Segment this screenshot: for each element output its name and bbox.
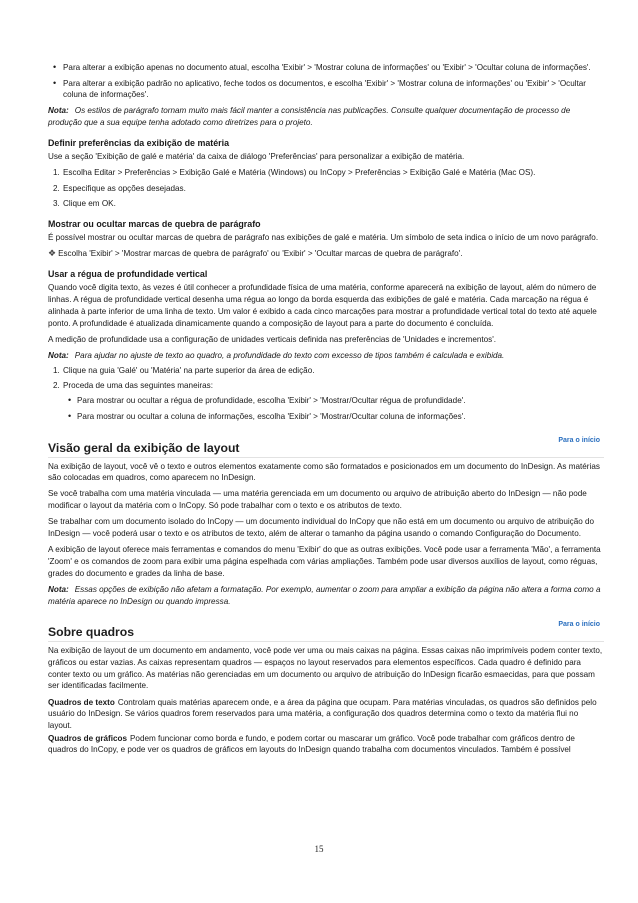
- text-frames-definition: [48, 697, 604, 732]
- page-number: 15: [314, 844, 324, 854]
- note-layout: [48, 584, 604, 607]
- list-item-text: Proceda de uma das seguintes maneiras:: [63, 380, 213, 390]
- note-depth-ruler: [48, 350, 604, 362]
- note-paragraph-styles: [48, 105, 604, 128]
- term-label: Quadros de texto: [48, 697, 115, 707]
- layout-para-2: Se você trabalha com uma matéria vinculada — uma matéria gerenciada em um documento ou arquivo de atribuição aberto do InDesign — não pode modificar o layout da matéria com o InCopy. Só pode trabalhar com o texto e os atributos de texto.: [48, 489, 587, 511]
- preferences-steps: [48, 167, 604, 209]
- heading-frames: Sobre quadros: [48, 625, 135, 640]
- layout-para-1: Na exibição de layout, você vê o texto e outros elementos exatamente como são formatados e posicionados em um documento do InDesign. As matérias são colocadas em quadros, como aparecem no InDesign.: [48, 461, 600, 483]
- list-item: • Para alterar a exibição apenas no documento atual, escolha 'Exibir' > 'Mostrar coluna de informações' ou 'Exibir' > 'Ocultar coluna de informações'.: [63, 62, 604, 74]
- sub-list-item: • Para mostrar ou ocultar a régua de profundidade, escolha 'Exibir' > 'Mostrar/Ocultar régua de profundidade'.: [77, 395, 604, 407]
- note-label: Nota:: [48, 584, 69, 594]
- back-to-top-link[interactable]: Para o início: [558, 436, 600, 444]
- layout-para-3: Se trabalhar com um documento isolado do InCopy — um documento individual do InCopy que não está em um documento ou arquivo de atribuição do InDesign — você poderá usar o texto e os atributos de texto, além de alterar o tamanho da página usando o comando Configuração do Documento.: [48, 517, 595, 539]
- heading-layout-view: Visão geral da exibição de layout: [48, 440, 240, 455]
- top-bullet-list: [48, 62, 604, 101]
- section-header-layout: [48, 438, 604, 456]
- heading-preferences: Definir preferências da exibição de matéria: [48, 137, 230, 148]
- note-label: Nota:: [48, 350, 69, 360]
- term-definition: Controlam quais matérias aparecem onde, e a área da página que ocupam. Para matérias vinculadas, os quadros são definidos pelo usuário do InDesign. Se vários quadros forem reservados para uma matéria, a configuração dos quadros determina como o texto da matéria flui no layout.: [48, 697, 597, 730]
- depth-ruler-para-1: Quando você digita texto, às vezes é útil conhecer a profundidade física de uma matéria, conforme aparecerá na exibição de layout, além do número de linhas. A régua de profundidade vertical desenha uma régua ao longo da borda esquerda das exibições de galé e matéria. Cada marcação na régua é alinhada à parte inferior de uma linha de texto. Um valor é exibido a cada cinco marcações para mostrar a profundidade vertical total do texto até aquele ponto. A profundidade é atualizada dinamicamente quando a composição de layout para a parte do documento é concluída.: [48, 283, 597, 328]
- document-page: [48, 62, 604, 761]
- list-item: 2. Especifique as opções desejadas.: [62, 183, 604, 195]
- depth-ruler-steps: [48, 365, 604, 423]
- layout-para-4: A exibição de layout oferece mais ferramentas e comandos do menu 'Exibir' do que as outras exibições. Você pode usar a ferramenta 'Mão', a ferramenta 'Zoom' e os comandos de zoom para exibir uma página espelhada com várias ampliações. Também pode usar diversos auxílios de layout, como réguas, grades do documento e grades da linha de base.: [48, 545, 601, 578]
- list-item: 1. Escolha Editar > Preferências > Exibição Galé e Matéria (Windows) ou InCopy > Preferências > Exibição Galé e Matéria (Mac OS).: [62, 167, 604, 179]
- sub-list-item: • Para mostrar ou ocultar a coluna de informações, escolha 'Exibir' > 'Mostrar/Ocultar coluna de informações'.: [77, 411, 604, 423]
- list-item: • Para alterar a exibição padrão no aplicativo, feche todos os documentos, e escolha 'Exibir' > 'Mostrar coluna de informações' ou 'Exibir' > 'Ocultar coluna de informações'.: [63, 78, 604, 101]
- note-text: Os estilos de parágrafo tornam muito mais fácil manter a consistência nas publicações. Consulte qualquer documentação de processo de produção que a sua equipe tenha adotado como diretrizes para o projeto.: [48, 106, 571, 127]
- note-label: Nota:: [48, 106, 69, 116]
- section-divider: [48, 641, 604, 642]
- list-item: [62, 380, 604, 423]
- back-to-top-link[interactable]: Para o início: [558, 621, 600, 629]
- depth-ruler-substeps: [63, 395, 604, 422]
- preferences-intro: Use a seção 'Exibição de galé e matéria' da caixa de diálogo 'Preferências' para personalizar a exibição de matéria.: [48, 152, 465, 162]
- depth-ruler-para-2: A medição de profundidade usa a configuração de unidades verticais definida nas preferências de 'Unidades e incrementos'.: [48, 334, 497, 344]
- list-item: 3. Clique em OK.: [62, 198, 604, 210]
- heading-paragraph-breaks: Mostrar ou ocultar marcas de quebra de parágrafo: [48, 218, 261, 229]
- term-label: Quadros de gráficos: [48, 733, 128, 743]
- frames-para-1: Na exibição de layout de um documento em andamento, você pode ver uma ou mais caixas na página. Essas caixas não imprimíveis podem conter texto, gráficos ou estar vazias. As caixas representam quadros — espaços no layout reservados para elementos específicos. Cada quadro é definido para conter texto ou um gráfico. As matérias não gerenciadas em um documento ou arquivo de atribuição do InDesign ficarão esmaecidas, para que possam ser identificadas facilmente.: [48, 646, 603, 691]
- graphic-frames-definition: [48, 733, 604, 756]
- paragraph-breaks-step: [48, 248, 604, 260]
- paragraph-breaks-intro: É possível mostrar ou ocultar marcas de quebra de parágrafo nas exibições de galé e matéria. Um símbolo de seta indica o início de um novo parágrafo.: [48, 233, 599, 243]
- note-text: Essas opções de exibição não afetam a formatação. Por exemplo, aumentar o zoom para ampliar a exibição da página não altera a forma como a matéria aparece no InDesign ou quando impressa.: [48, 584, 601, 606]
- note-text: Para ajudar no ajuste de texto ao quadro, a profundidade do texto com excesso de tipos também é calculada e exibida.: [74, 350, 505, 360]
- section-header-frames: [48, 622, 604, 640]
- heading-depth-ruler: Usar a régua de profundidade vertical: [48, 268, 208, 279]
- section-divider: [48, 457, 604, 458]
- term-definition: Podem funcionar como borda e fundo, e podem cortar ou mascarar um gráfico. Você pode trabalhar com gráficos dentro de quadros do InCopy, e pode ver os quadros de gráficos em layouts do InDesign quando trabalha com documentos vinculados. Também é possível: [48, 733, 575, 755]
- step-diamond-icon: ❖: [48, 248, 57, 259]
- list-item: 1. Clique na guia 'Galé' ou 'Matéria' na parte superior da área de edição.: [62, 365, 604, 377]
- step-text: Escolha 'Exibir' > 'Mostrar marcas de quebra de parágrafo' ou 'Exibir' > 'Ocultar marcas de quebra de parágrafo'.: [58, 249, 463, 259]
